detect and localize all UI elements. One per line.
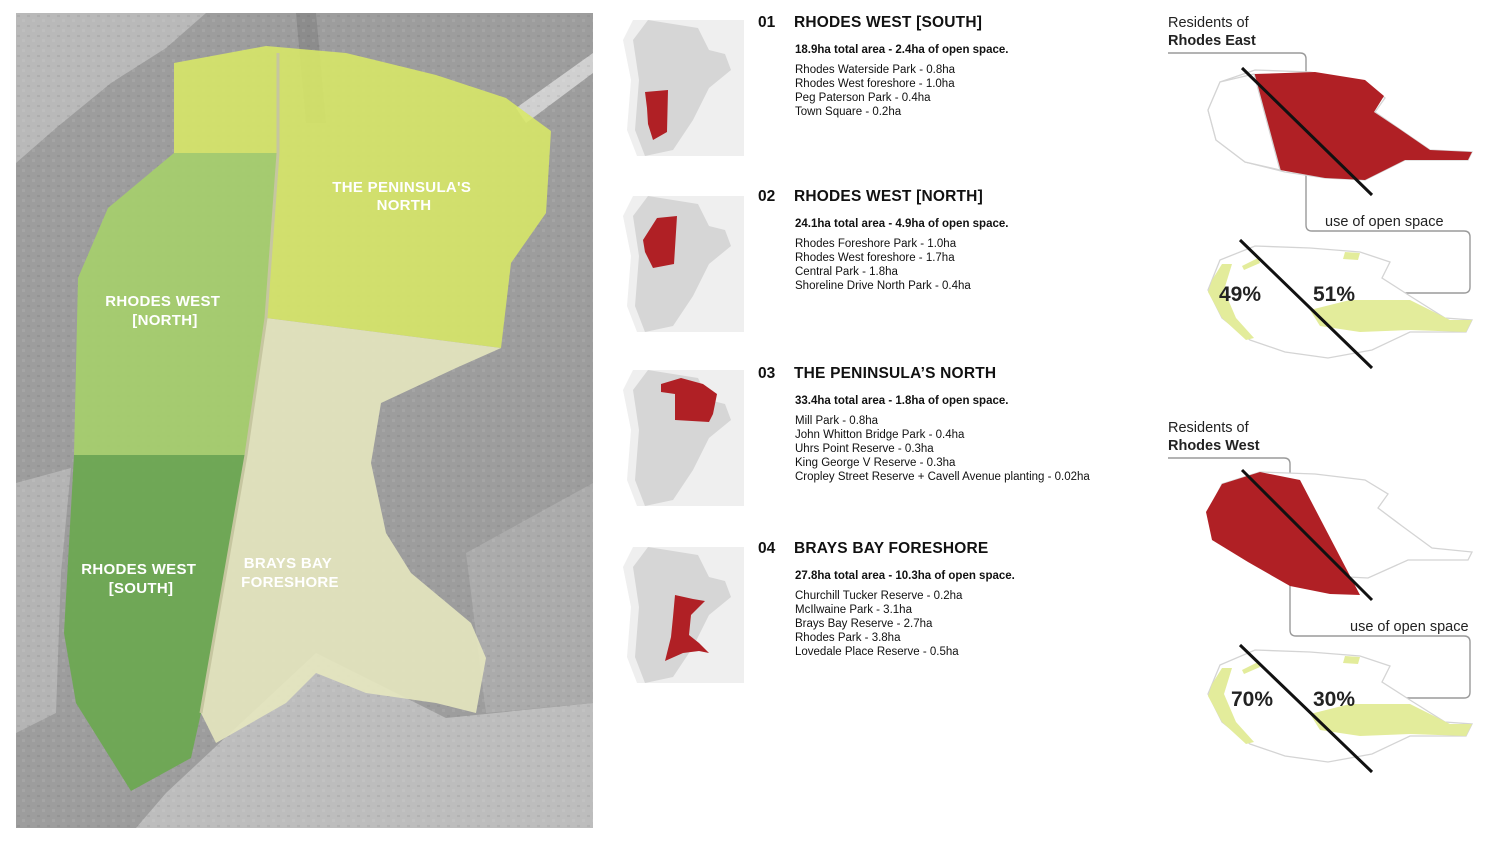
list-item: Central Park - 1.8ha (795, 266, 898, 278)
zone-label-peninsula-north: THE PENINSULA'S NORTH (332, 179, 472, 214)
diagram-rhodes-east (1168, 15, 1472, 368)
area-item-03 (758, 365, 1148, 484)
highlight-region (1254, 72, 1472, 180)
zone-label-brays-bay-foreshore: BRAYS BAY FORESHORE (241, 555, 339, 591)
area-summary: 33.4ha total area - 1.8ha of open space. (795, 395, 1009, 407)
resident-diagrams-svg (1150, 0, 1500, 843)
list-item: Rhodes West foreshore - 1.0ha (795, 78, 955, 90)
park-list (795, 63, 1148, 119)
area-title: THE PENINSULA’S NORTH (794, 365, 997, 382)
list-item: John Whitton Bridge Park - 0.4ha (795, 429, 965, 441)
area-item-01 (758, 14, 1148, 119)
area-item-04 (758, 540, 1148, 659)
list-item: Uhrs Point Reserve - 0.3ha (795, 443, 934, 455)
area-title: RHODES WEST [NORTH] (794, 188, 983, 205)
resident-diagrams (1150, 0, 1500, 843)
list-item: Town Square - 0.2ha (795, 106, 902, 118)
use-label: use of open space (1325, 214, 1444, 230)
park-list (795, 414, 1148, 484)
list-item: Shoreline Drive North Park - 0.4ha (795, 280, 971, 292)
area-number: 02 (758, 188, 776, 205)
list-item: Rhodes Park - 3.8ha (795, 632, 901, 644)
residents-label: Residents of (1168, 420, 1249, 436)
residents-label-name: Rhodes West (1168, 438, 1260, 454)
thumbnail-rhodes-west-north (613, 196, 744, 332)
list-item: Rhodes West foreshore - 1.7ha (795, 252, 955, 264)
site-map-svg (16, 13, 593, 828)
zone-label-rhodes-west-south: RHODES WEST [SOUTH] (81, 561, 197, 597)
list-item: Cropley Street Reserve + Cavell Avenue planting - 0.02ha (795, 471, 1090, 483)
park-list (795, 237, 1148, 293)
percentage-right: 30% (1312, 688, 1356, 711)
thumbnail-peninsula-north (613, 370, 744, 506)
area-summary: 27.8ha total area - 10.3ha of open space. (795, 570, 1015, 582)
area-title: BRAYS BAY FORESHORE (794, 540, 989, 557)
list-item: Lovedale Place Reserve - 0.5ha (795, 646, 959, 658)
park-list (795, 589, 1148, 659)
area-title: RHODES WEST [SOUTH] (794, 14, 983, 31)
percentage-left: 70% (1230, 688, 1274, 711)
list-item: Rhodes Waterside Park - 0.8ha (795, 64, 956, 76)
list-item: King George V Reserve - 0.3ha (795, 457, 956, 469)
area-number: 03 (758, 365, 776, 382)
list-item: Mill Park - 0.8ha (795, 415, 879, 427)
diagram-rhodes-west (1168, 420, 1472, 772)
list-item: Rhodes Foreshore Park - 1.0ha (795, 238, 957, 250)
zone-label-rhodes-west-north: RHODES WEST [NORTH] (105, 293, 221, 329)
list-item: Peg Paterson Park - 0.4ha (795, 92, 931, 104)
percentage-left: 49% (1218, 283, 1262, 306)
percentage-right: 51% (1312, 283, 1356, 306)
residents-label: Residents of (1168, 15, 1249, 31)
area-summary: 24.1ha total area - 4.9ha of open space. (795, 218, 1009, 230)
area-number: 04 (758, 540, 776, 557)
list-item: Churchill Tucker Reserve - 0.2ha (795, 590, 963, 602)
thumbnail-rhodes-west-south (613, 20, 744, 156)
use-label: use of open space (1350, 619, 1469, 635)
list-item: Brays Bay Reserve - 2.7ha (795, 618, 933, 630)
thumbnail-brays-bay-foreshore (613, 547, 744, 683)
area-summary: 18.9ha total area - 2.4ha of open space. (795, 44, 1009, 56)
residents-label-name: Rhodes East (1168, 33, 1256, 49)
site-map (16, 13, 593, 828)
list-item: McIlwaine Park - 3.1ha (795, 604, 912, 616)
area-item-02 (758, 188, 1148, 293)
area-number: 01 (758, 14, 776, 31)
